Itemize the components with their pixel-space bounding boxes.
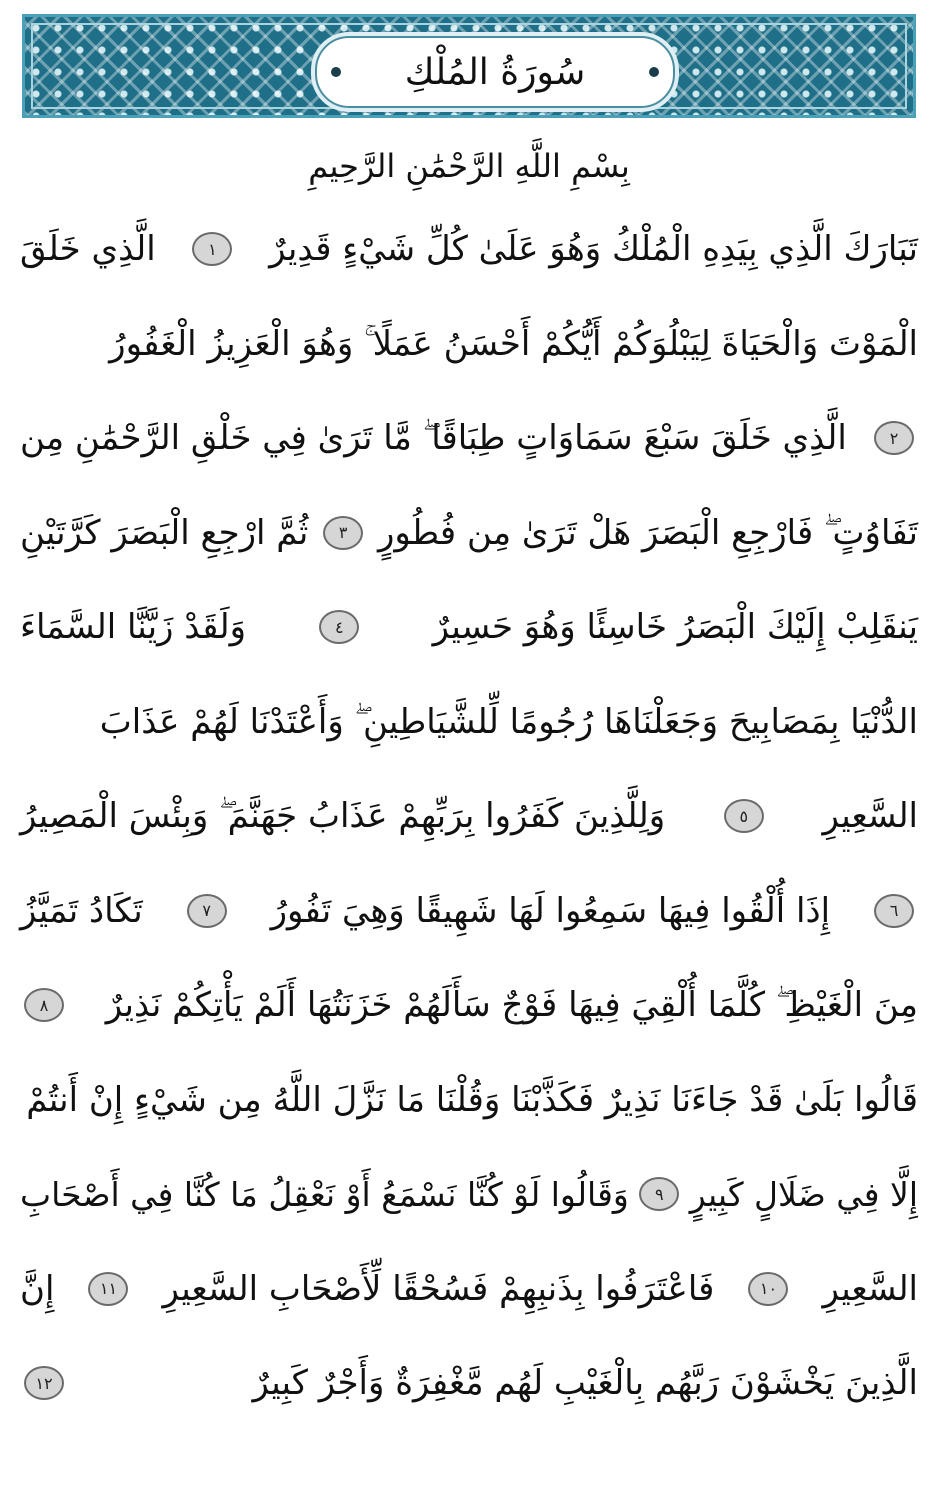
verse-line [20,1147,918,1242]
ayah-number-marker: ١ [192,232,232,266]
ayah-number-marker: ٢ [874,421,914,455]
verse-line [20,202,918,297]
verse-text: إِلَّا فِي ضَلَالٍ كَبِيرٍ [689,1174,918,1214]
verse-text: السَّعِيرِ [822,796,918,837]
verse-text: تَبَارَكَ الَّذِي بِيَدِهِ الْمُلْكُ وَهُوَ عَلَىٰ كُلِّ شَيْءٍ قَدِيرٌ [269,229,918,270]
ayah-number-marker: ٦ [874,894,914,928]
ayah-number-marker: ١٠ [748,1272,788,1306]
verse-text: مِنَ الْغَيْظِ ۖ كُلَّمَا أُلْقِيَ فِيهَا فَوْجٌ سَأَلَهُمْ خَزَنَتُهَا أَلَمْ يَأْتِكُمْ نَذِيرٌ [105,985,918,1026]
verse-text: وَقَالُوا لَوْ كُنَّا نَسْمَعُ أَوْ نَعْقِلُ مَا كُنَّا فِي أَصْحَابِ [20,1174,629,1214]
verse-line [20,1336,918,1431]
verse-lines [20,202,918,1431]
verse-text: الَّذِي خَلَقَ [20,229,156,270]
verse-text: الْمَوْتَ وَالْحَيَاةَ لِيَبْلُوَكُمْ أَيُّكُمْ أَحْسَنُ عَمَلًا ۚ وَهُوَ الْعَزِيزُ الْغَفُورُ [109,323,918,364]
ayah-number-marker: ٧ [187,894,227,928]
ayah-number-marker: ٣ [323,516,363,550]
verse-text: الدُّنْيَا بِمَصَابِيحَ وَجَعَلْنَاهَا رُجُومًا لِّلشَّيَاطِينِ ۖ وَأَعْتَدْنَا لَهُمْ عَذَابَ [99,701,918,742]
verse-line [20,486,918,581]
verse-line [20,675,918,770]
verse-text: السَّعِيرِ [822,1268,918,1309]
basmala: بِسْمِ اللَّهِ الرَّحْمَٰنِ الرَّحِيمِ [308,147,630,185]
ayah-number-marker: ٨ [24,988,64,1022]
verse-text: فَاعْتَرَفُوا بِذَنبِهِمْ فَسُحْقًا لِّأَصْحَابِ السَّعِيرِ [162,1268,715,1309]
verse-line [20,580,918,675]
verse-text: وَلَقَدْ زَيَّنَّا السَّمَاءَ [20,607,247,648]
ayah-number-marker: ٩ [639,1177,679,1211]
verse-line [20,769,918,864]
surah-title-plate [315,36,675,108]
verse-text: تَفَاوُتٍ ۖ فَارْجِعِ الْبَصَرَ هَلْ تَرَىٰ مِن فُطُورٍ [378,512,918,553]
verse-text: إِذَا أُلْقُوا فِيهَا سَمِعُوا لَهَا شَهِيقًا وَهِيَ تَفُورُ [270,890,831,931]
ornament-dot-icon [649,67,659,77]
ornament-dot-icon [331,67,341,77]
ayah-number-marker: ١١ [88,1272,128,1306]
surah-name: سُورَةُ المُلْكِ [404,51,586,93]
surah-header-banner [22,14,916,118]
verse-line [20,297,918,392]
verse-line [20,391,918,486]
verse-text: وَلِلَّذِينَ كَفَرُوا بِرَبِّهِمْ عَذَابُ جَهَنَّمَ ۖ وَبِئْسَ الْمَصِيرُ [20,796,666,837]
verse-text: الَّذِي خَلَقَ سَبْعَ سَمَاوَاتٍ طِبَاقًا ۖ مَّا تَرَىٰ فِي خَلْقِ الرَّحْمَٰنِ مِن [20,418,847,459]
verse-text: قَالُوا بَلَىٰ قَدْ جَاءَنَا نَذِيرٌ فَكَذَّبْنَا وَقُلْنَا مَا نَزَّلَ اللَّهُ مِن شَيْءٍ إِنْ أَنتُمْ [26,1079,918,1120]
verse-line [20,958,918,1053]
ayah-number-marker: ١٢ [24,1366,64,1400]
verse-text: يَنقَلِبْ إِلَيْكَ الْبَصَرُ خَاسِئًا وَهُوَ حَسِيرٌ [432,607,918,648]
verse-text: الَّذِينَ يَخْشَوْنَ رَبَّهُم بِالْغَيْبِ لَهُم مَّغْفِرَةٌ وَأَجْرٌ كَبِيرٌ [252,1363,918,1404]
verse-line [20,1053,918,1148]
verse-text: تَكَادُ تَمَيَّزُ [20,890,143,931]
ayah-number-marker: ٤ [319,610,359,644]
verse-line [20,1242,918,1337]
verse-line [20,864,918,959]
ayah-number-marker: ٥ [724,799,764,833]
verse-text: ثُمَّ ارْجِعِ الْبَصَرَ كَرَّتَيْنِ [20,512,309,553]
verse-text: إِنَّ [20,1268,55,1309]
